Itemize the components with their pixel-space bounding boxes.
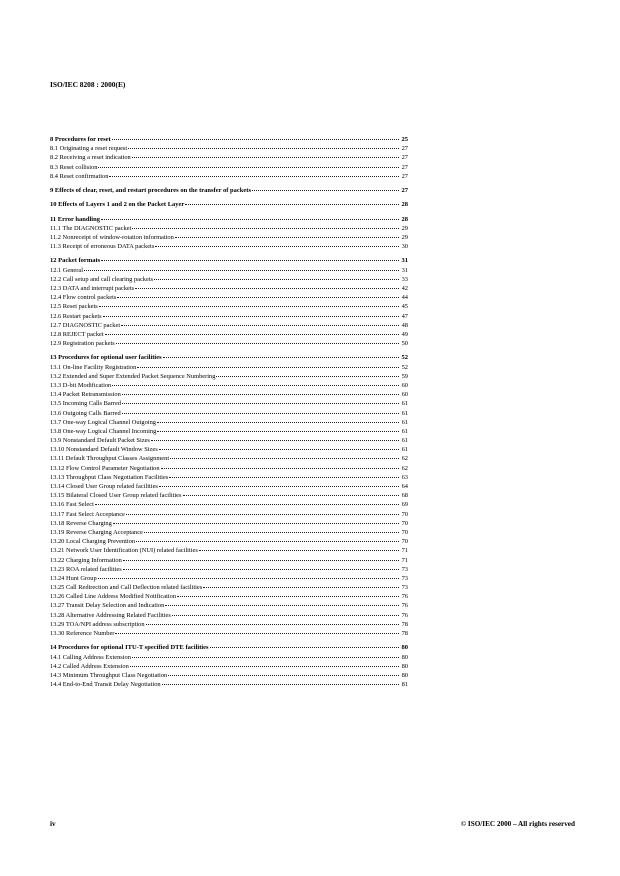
- toc-entry-label: 12.5 Reset packets: [50, 303, 98, 311]
- table-of-contents: [50, 135, 408, 694]
- toc-section: [50, 215, 408, 252]
- toc-entry-label: 13.15 Bilateral Closed User Group related facilities: [50, 492, 182, 500]
- dot-leader: [103, 315, 399, 317]
- toc-entry-label: 12.1 General: [50, 266, 84, 274]
- toc-entry-page: 27: [401, 172, 408, 180]
- toc-entry-label: 13.4 Packet Retransmission: [50, 391, 121, 399]
- toc-entry-label: 13.3 D-bit Modification: [50, 381, 112, 389]
- toc-entry-label: 13.5 Incoming Calls Barred: [50, 400, 121, 408]
- toc-entry-page: 45: [401, 303, 408, 311]
- toc-entry-page: 27: [401, 187, 408, 195]
- toc-subsection-entry[interactable]: [50, 418, 408, 427]
- dot-leader: [101, 259, 399, 261]
- toc-entry-label: 8 Procedures for reset: [50, 136, 111, 143]
- toc-entry-page: 80: [401, 662, 408, 670]
- dot-leader: [210, 646, 399, 648]
- toc-entry-label: 13.25 Call Redirection and Call Deflection related facilities: [50, 584, 203, 592]
- toc-subsection-entry[interactable]: [50, 464, 408, 473]
- toc-entry-label: 8.4 Reset confirmation: [50, 172, 109, 180]
- toc-entry-label: 13.2 Extended and Super Extended Packet Sequence Numbering: [50, 372, 216, 380]
- toc-entry-label: 13.7 One-way Logical Channel Outgoing: [50, 418, 156, 426]
- toc-subsection-entry[interactable]: [50, 224, 408, 233]
- toc-entry-page: 76: [401, 602, 408, 610]
- toc-entry-label: 12.4 Flow control packets: [50, 294, 117, 302]
- toc-subsection-entry[interactable]: [50, 519, 408, 528]
- dot-leader: [161, 467, 399, 469]
- dot-leader: [216, 375, 399, 377]
- toc-subsection-entry[interactable]: [50, 653, 408, 662]
- toc-section-heading[interactable]: [50, 200, 408, 209]
- toc-entry-page: 71: [401, 556, 408, 564]
- dot-leader: [151, 439, 399, 441]
- toc-subsection-entry[interactable]: [50, 436, 408, 445]
- toc-entry-page: 78: [401, 620, 408, 628]
- toc-subsection-entry[interactable]: [50, 275, 408, 284]
- toc-section-heading[interactable]: [50, 643, 408, 652]
- toc-entry-page: 29: [401, 233, 408, 241]
- dot-leader: [135, 287, 399, 289]
- dot-leader: [199, 549, 399, 551]
- dot-leader: [162, 683, 399, 685]
- dot-leader: [112, 384, 399, 386]
- toc-subsection-entry[interactable]: [50, 528, 408, 537]
- toc-entry-label: 14 Procedures for optional ITU-T specified DTE facilities: [50, 644, 209, 652]
- dot-leader: [183, 494, 399, 496]
- dot-leader: [121, 324, 399, 326]
- toc-subsection-entry[interactable]: [50, 427, 408, 436]
- toc-entry-page: 70: [401, 538, 408, 546]
- toc-entry-page: 80: [401, 644, 408, 652]
- toc-entry-page: 78: [401, 630, 408, 638]
- toc-section: [50, 135, 408, 181]
- toc-entry-page: 61: [401, 446, 408, 454]
- toc-subsection-entry[interactable]: [50, 144, 408, 153]
- dot-leader: [155, 245, 399, 247]
- toc-entry-label: 8.1 Originating a reset request: [50, 145, 128, 153]
- toc-entry-label: 12 Packet formats: [50, 257, 101, 265]
- toc-subsection-entry[interactable]: [50, 302, 408, 311]
- dot-leader: [137, 366, 399, 368]
- toc-entry-page: 52: [401, 354, 408, 362]
- toc-entry-page: 28: [401, 201, 408, 209]
- toc-subsection-entry[interactable]: [50, 537, 408, 546]
- toc-entry-page: 33: [401, 275, 408, 283]
- toc-subsection-entry[interactable]: [50, 611, 408, 620]
- toc-entry-page: 71: [401, 547, 408, 555]
- toc-entry-page: 68: [401, 492, 408, 500]
- toc-entry-label: 13.13 Throughput Class Negotiation Facilities: [50, 473, 169, 481]
- toc-subsection-entry[interactable]: [50, 454, 408, 463]
- toc-entry-page: 31: [401, 257, 408, 265]
- toc-entry-label: 13.20 Local Charging Prevention: [50, 538, 136, 546]
- dot-leader: [126, 513, 399, 515]
- dot-leader: [132, 656, 399, 658]
- toc-entry-page: 61: [401, 400, 408, 408]
- toc-entry-label: 13.1 On-line Facility Registration: [50, 363, 137, 371]
- toc-entry-page: 52: [401, 363, 408, 371]
- toc-entry-label: 10 Effects of Layers 1 and 2 on the Packet Layer: [50, 201, 185, 209]
- dot-leader: [112, 138, 399, 140]
- dot-leader: [117, 296, 399, 298]
- dot-leader: [157, 421, 399, 423]
- toc-subsection-entry[interactable]: [50, 399, 408, 408]
- dot-leader: [157, 430, 399, 432]
- footer-page-number: iv: [50, 820, 56, 828]
- toc-entry-page: 48: [401, 321, 408, 329]
- toc-entry-label: 14.3 Minimum Throughput Class Negotiation: [50, 671, 168, 679]
- toc-section: [50, 643, 408, 689]
- dot-leader: [128, 147, 399, 149]
- toc-section: [50, 200, 408, 209]
- toc-subsection-entry[interactable]: [50, 381, 408, 390]
- toc-entry-page: 61: [401, 427, 408, 435]
- dot-leader: [169, 476, 399, 478]
- toc-subsection-entry[interactable]: [50, 500, 408, 509]
- toc-subsection-entry[interactable]: [50, 330, 408, 339]
- toc-entry-page: 70: [401, 519, 408, 527]
- toc-entry-page: 76: [401, 593, 408, 601]
- toc-entry-page: 63: [401, 473, 408, 481]
- dot-leader: [172, 614, 399, 616]
- toc-subsection-entry[interactable]: [50, 445, 408, 454]
- toc-entry-label: 13.9 Nonstandard Default Packet Sizes: [50, 437, 150, 445]
- document-header: ISO/IEC 8208 : 2000(E): [50, 80, 126, 89]
- toc-entry-label: 9 Effects of clear, reset, and restart procedures on the transfer of packets: [50, 187, 251, 195]
- toc-subsection-entry[interactable]: [50, 163, 408, 172]
- toc-entry-label: 13.8 One-way Logical Channel Incoming: [50, 427, 157, 435]
- toc-entry-page: 42: [401, 285, 408, 292]
- toc-entry-page: 81: [401, 681, 408, 689]
- toc-subsection-entry[interactable]: [50, 482, 408, 491]
- toc-entry-label: 11 Error handling: [50, 215, 100, 223]
- toc-entry-page: 29: [401, 224, 408, 232]
- toc-entry-label: 13.30 Reference Number: [50, 630, 115, 638]
- dot-leader: [115, 632, 399, 634]
- dot-leader: [144, 531, 399, 533]
- toc-entry-label: 13.16 Fast Select: [50, 501, 94, 509]
- toc-entry-label: 14.4 End-to-End Transit Delay Negotiation: [50, 681, 161, 689]
- toc-subsection-entry[interactable]: [50, 233, 408, 242]
- toc-entry-page: 73: [401, 574, 408, 582]
- toc-entry-page: 70: [401, 528, 408, 536]
- toc-subsection-entry[interactable]: [50, 266, 408, 275]
- dot-leader: [177, 595, 399, 597]
- toc-entry-page: 62: [401, 464, 408, 472]
- toc-entry-page: 70: [401, 510, 408, 518]
- dot-leader: [252, 189, 399, 191]
- dot-leader: [123, 559, 399, 561]
- toc-subsection-entry[interactable]: [50, 491, 408, 500]
- dot-leader: [132, 156, 399, 158]
- toc-subsection-entry[interactable]: [50, 409, 408, 418]
- toc-entry-label: 12.6 Restart packets: [50, 312, 102, 320]
- toc-subsection-entry[interactable]: [50, 293, 408, 302]
- dot-leader: [99, 305, 399, 307]
- dot-leader: [116, 342, 399, 344]
- toc-section: [50, 353, 408, 638]
- toc-entry-page: 61: [401, 418, 408, 426]
- toc-entry-label: 13.6 Outgoing Calls Barred: [50, 409, 121, 417]
- toc-entry-label: 13.10 Nonstandard Default Window Sizes: [50, 446, 158, 454]
- toc-subsection-entry[interactable]: [50, 556, 408, 565]
- toc-entry-page: 61: [401, 437, 408, 445]
- toc-entry-page: 76: [401, 611, 408, 619]
- toc-subsection-entry[interactable]: [50, 629, 408, 638]
- toc-subsection-entry[interactable]: [50, 172, 408, 181]
- toc-section: [50, 256, 408, 348]
- toc-entry-label: 13.24 Hunt Group: [50, 574, 97, 582]
- toc-entry-page: 49: [401, 330, 408, 338]
- dot-leader: [122, 402, 399, 404]
- toc-subsection-entry[interactable]: [50, 242, 408, 251]
- toc-entry-label: 13.11 Default Throughput Classes Assignment: [50, 455, 170, 463]
- toc-entry-label: 12.2 Call setup and call clearing packets: [50, 275, 154, 283]
- dot-leader: [122, 412, 399, 414]
- toc-entry-page: 31: [401, 266, 408, 274]
- toc-entry-label: 11.2 Nonreceipt of window-rotation information: [50, 233, 174, 241]
- toc-section: [50, 186, 408, 195]
- toc-entry-page: 47: [401, 312, 408, 320]
- toc-entry-label: 12.9 Registration packets: [50, 340, 115, 348]
- toc-entry-label: 13.21 Network User Identification (NUI) related facilities: [50, 547, 198, 555]
- toc-subsection-entry[interactable]: [50, 620, 408, 629]
- toc-subsection-entry[interactable]: [50, 363, 408, 372]
- toc-entry-page: 60: [401, 391, 408, 399]
- toc-subsection-entry[interactable]: [50, 680, 408, 689]
- toc-entry-page: 64: [401, 483, 408, 491]
- toc-subsection-entry[interactable]: [50, 153, 408, 162]
- toc-entry-label: 13.23 ROA related facilities: [50, 565, 122, 573]
- toc-entry-page: 80: [401, 653, 408, 661]
- dot-leader: [154, 278, 399, 280]
- toc-entry-page: 69: [401, 501, 408, 509]
- toc-subsection-entry[interactable]: [50, 372, 408, 381]
- dot-leader: [168, 674, 399, 676]
- toc-subsection-entry[interactable]: [50, 321, 408, 330]
- toc-entry-page: 62: [401, 455, 408, 463]
- toc-entry-label: 13.17 Fast Select Acceptance: [50, 510, 125, 518]
- toc-section-heading[interactable]: [50, 215, 408, 224]
- toc-subsection-entry[interactable]: [50, 510, 408, 519]
- toc-entry-page: 60: [401, 381, 408, 389]
- toc-entry-label: 11.3 Receipt of erroneous DATA packets: [50, 243, 155, 251]
- toc-entry-label: 13.28 Alternative Addressing Related Facilities: [50, 611, 171, 619]
- footer-copyright: © ISO/IEC 2000 – All rights reserved: [460, 820, 575, 828]
- dot-leader: [185, 203, 399, 205]
- dot-leader: [203, 586, 399, 588]
- toc-entry-label: 11.1 The DIAGNOSTIC packet: [50, 224, 132, 232]
- dot-leader: [123, 568, 399, 570]
- toc-subsection-entry[interactable]: [50, 662, 408, 671]
- toc-entry-page: 27: [401, 145, 408, 153]
- toc-subsection-entry[interactable]: [50, 339, 408, 348]
- dot-leader: [165, 604, 399, 606]
- toc-entry-page: 73: [401, 565, 408, 573]
- dot-leader: [175, 236, 399, 238]
- toc-entry-label: 12.8 REJECT packet: [50, 330, 104, 338]
- dot-leader: [159, 448, 399, 450]
- toc-entry-label: 14.1 Calling Address Extension: [50, 653, 131, 661]
- dot-leader: [122, 393, 399, 395]
- toc-entry-label: 13.19 Reverse Charging Acceptance: [50, 528, 143, 536]
- dot-leader: [132, 227, 399, 229]
- toc-entry-page: 61: [401, 409, 408, 417]
- dot-leader: [98, 577, 399, 579]
- toc-entry-page: 44: [401, 294, 408, 302]
- toc-entry-page: 80: [401, 671, 408, 679]
- dot-leader: [98, 166, 399, 168]
- toc-entry-label: 13.12 Flow Control Parameter Negotiation: [50, 464, 160, 472]
- toc-entry-label: 13.29 TOA/NPI address subscription: [50, 620, 145, 628]
- toc-entry-page: 27: [401, 154, 408, 162]
- toc-entry-label: 12.7 DIAGNOSTIC packet: [50, 321, 121, 329]
- toc-subsection-entry[interactable]: [50, 565, 408, 574]
- dot-leader: [170, 457, 399, 459]
- dot-leader: [109, 175, 399, 177]
- toc-entry-page: 59: [401, 372, 408, 380]
- toc-section-heading[interactable]: [50, 135, 408, 144]
- toc-entry-page: 25: [401, 136, 408, 143]
- dot-leader: [84, 269, 399, 271]
- toc-entry-label: 13.14 Closed User Group related facilities: [50, 483, 158, 491]
- toc-entry-page: 50: [401, 340, 408, 348]
- toc-entry-label: 13 Procedures for optional user facilities: [50, 354, 162, 362]
- dot-leader: [159, 485, 399, 487]
- dot-leader: [146, 623, 399, 625]
- toc-section-heading[interactable]: [50, 256, 408, 265]
- toc-section-heading[interactable]: [50, 186, 408, 195]
- toc-subsection-entry[interactable]: [50, 473, 408, 482]
- toc-entry-label: 8.3 Reset collision: [50, 163, 98, 171]
- toc-entry-page: 28: [401, 215, 408, 223]
- toc-subsection-entry[interactable]: [50, 546, 408, 555]
- toc-subsection-entry[interactable]: [50, 574, 408, 583]
- dot-leader: [130, 665, 399, 667]
- toc-entry-label: 8.2 Receiving a reset indication: [50, 154, 131, 162]
- toc-entry-label: 13.26 Called Line Address Modified Notification: [50, 593, 177, 601]
- toc-entry-label: 12.3 DATA and interrupt packets: [50, 285, 135, 292]
- toc-subsection-entry[interactable]: [50, 583, 408, 592]
- toc-subsection-entry[interactable]: [50, 592, 408, 601]
- toc-entry-page: 27: [401, 163, 408, 171]
- toc-entry-label: 14.2 Called Address Extension: [50, 662, 129, 670]
- dot-leader: [136, 540, 399, 542]
- dot-leader: [101, 218, 399, 220]
- toc-subsection-entry[interactable]: [50, 390, 408, 399]
- toc-subsection-entry[interactable]: [50, 284, 408, 293]
- toc-entry-page: 73: [401, 584, 408, 592]
- toc-subsection-entry[interactable]: [50, 312, 408, 321]
- toc-entry-label: 13.27 Transit Delay Selection and Indication: [50, 602, 165, 610]
- toc-section-heading[interactable]: [50, 353, 408, 362]
- toc-subsection-entry[interactable]: [50, 601, 408, 610]
- toc-subsection-entry[interactable]: [50, 671, 408, 680]
- toc-entry-page: 30: [401, 243, 408, 251]
- dot-leader: [95, 503, 399, 505]
- toc-entry-label: 13.22 Charging Information: [50, 556, 122, 564]
- dot-leader: [105, 333, 399, 335]
- dot-leader: [163, 356, 399, 358]
- dot-leader: [113, 522, 399, 524]
- toc-entry-label: 13.18 Reverse Charging: [50, 519, 112, 527]
